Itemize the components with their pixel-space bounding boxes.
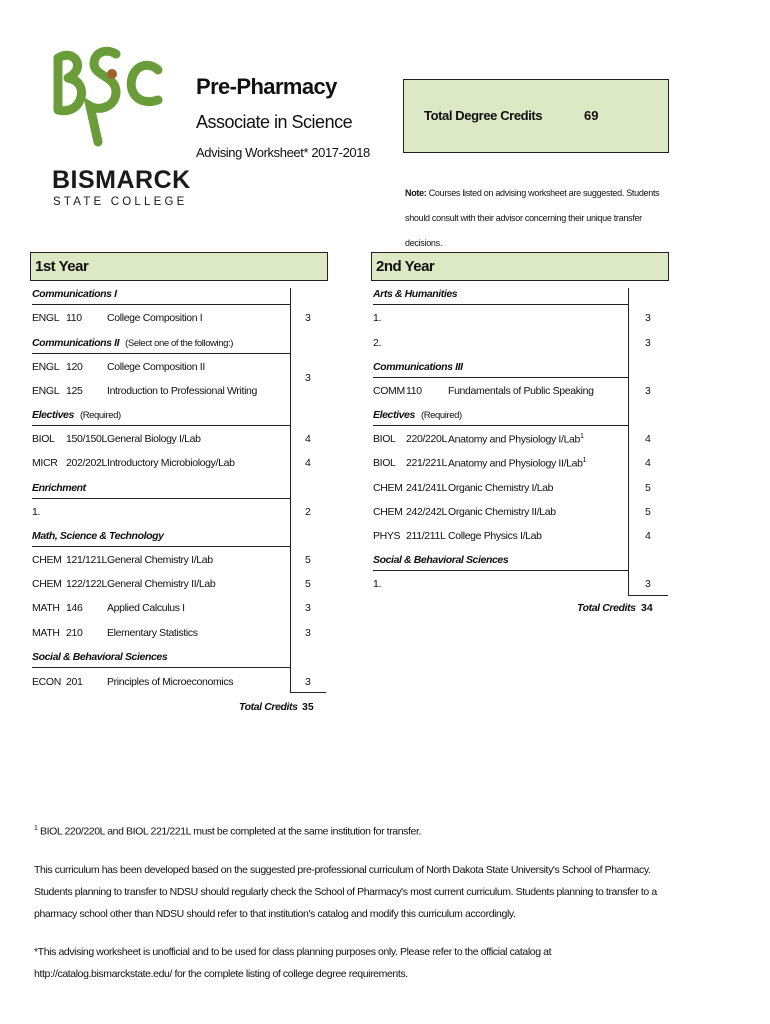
course-title: Elementary Statistics	[107, 627, 198, 639]
course-dept: CHEM	[373, 482, 403, 494]
course-title: Fundamentals of Public Speaking	[448, 385, 594, 397]
total-degree-credits-box	[403, 79, 669, 153]
logo-name: BISMARCK	[52, 166, 191, 194]
course-number: 210	[66, 627, 83, 639]
course-dept: COMM	[373, 385, 405, 397]
course-number: 125	[66, 385, 83, 397]
total-divider	[290, 692, 326, 693]
section-note: (Required)	[79, 410, 121, 421]
course-title: Introductory Microbiology/Lab	[107, 457, 235, 469]
course-title: Principles of Microeconomics	[107, 676, 234, 688]
course-title: Applied Calculus I	[107, 602, 185, 614]
course-credits: 4	[645, 457, 651, 469]
course-dept: CHEM	[373, 506, 403, 518]
section-communications-3: Communications III	[373, 361, 463, 373]
course-credits: 4	[645, 530, 651, 542]
course-dept: PHYS	[373, 530, 401, 542]
total-degree-credits-value: 69	[584, 108, 599, 123]
section-arts-humanities: Arts & Humanities	[373, 288, 458, 300]
course-number: 242/242L	[406, 506, 447, 518]
divider	[373, 425, 628, 426]
course-number: 220/220L	[406, 433, 447, 445]
course-credits: 3	[305, 627, 311, 639]
divider	[32, 425, 290, 426]
course-number: 110	[406, 385, 422, 397]
logo-subtitle: STATE COLLEGE	[53, 196, 188, 208]
footnote-mark: 1	[582, 457, 587, 464]
course-dept: CHEM	[32, 554, 62, 566]
course-dept: ENGL	[32, 312, 60, 324]
course-number: 241/241L	[406, 482, 447, 494]
course-number: 122/122L	[66, 578, 107, 590]
year2-total-value: 34	[641, 602, 653, 614]
year1-total-value: 35	[302, 701, 314, 713]
year2-total-label: Total Credits	[577, 602, 636, 614]
section-electives	[32, 409, 121, 421]
course-dept: MICR	[32, 457, 58, 469]
footnote-text: BIOL 220/220L and BIOL 221/221L must be completed at the same institution for transfer.	[40, 825, 422, 838]
course-number: 202/202L	[66, 457, 107, 469]
course-dept: ECON	[32, 676, 61, 688]
divider	[32, 353, 290, 354]
course-dept: CHEM	[32, 578, 62, 590]
course-number: 110	[66, 312, 82, 324]
course-dept: BIOL	[373, 433, 396, 445]
course-number: 120	[66, 361, 83, 373]
course-credits: 2	[305, 506, 311, 518]
course-title	[448, 433, 584, 446]
course-dept: MATH	[32, 627, 60, 639]
advising-note	[405, 181, 667, 256]
course-credits: 5	[645, 482, 651, 494]
elective-slot: 1.	[373, 578, 382, 590]
course-dept: BIOL	[32, 433, 55, 445]
course-dept: BIOL	[373, 457, 396, 469]
course-credits: 3	[645, 337, 651, 349]
footnote	[34, 818, 674, 843]
course-dept: ENGL	[32, 385, 60, 397]
course-title-text: Anatomy and Physiology II/Lab	[448, 457, 583, 470]
section-social-behavioral: Social & Behavioral Sciences	[373, 554, 509, 566]
section-social-behavioral: Social & Behavioral Sciences	[32, 651, 168, 663]
year1-header: 1st Year	[30, 252, 328, 281]
elective-slot: 1.	[32, 506, 41, 518]
divider	[373, 377, 628, 378]
course-title: General Chemistry II/Lab	[107, 578, 216, 590]
divider	[373, 570, 628, 571]
course-title: General Chemistry I/Lab	[107, 554, 213, 566]
divider	[32, 498, 290, 499]
course-title	[448, 457, 586, 470]
year1-total-label: Total Credits	[239, 701, 298, 713]
section-electives	[373, 409, 462, 421]
section-title: Electives	[32, 409, 74, 421]
course-title: General Biology I/Lab	[107, 433, 201, 445]
curriculum-paragraph: This curriculum has been developed based on the suggested pre-professional curriculum of North Dakota State University's School of Pharmacy. Students planning to transfer to NDSU should regularly check the School of Pharmacy's most current curriculum. Students planning to transfer to a pharmacy school other than NDSU should refer to that institution's catalog and modify this curriculum accordingly.	[34, 864, 657, 920]
section-title: Electives	[373, 409, 415, 421]
note-text: Courses listed on advising worksheet are suggested. Students should consult with their advisor concerning their unique transfer decisions.	[405, 188, 660, 248]
course-title: College Composition II	[107, 361, 205, 373]
total-degree-credits-label: Total Degree Credits	[424, 108, 543, 123]
course-title: Organic Chemistry II/Lab	[448, 506, 556, 518]
course-credits: 4	[645, 433, 651, 445]
worksheet-label: Advising Worksheet* 2017-2018	[196, 145, 370, 160]
section-note: (Select one of the following:)	[125, 338, 234, 349]
total-divider	[628, 595, 668, 596]
course-number: 201	[66, 676, 83, 688]
course-credits: 5	[305, 578, 311, 590]
bsc-logo	[50, 40, 165, 150]
course-credits: 5	[645, 506, 651, 518]
course-title: Introduction to Professional Writing	[107, 385, 258, 397]
divider	[32, 546, 290, 547]
degree-subtitle: Associate in Science	[196, 112, 353, 132]
section-title: Communications II	[32, 337, 120, 349]
course-credits: 3	[645, 578, 651, 590]
course-number: 146	[66, 602, 83, 614]
credits-column-rule	[628, 288, 629, 595]
footnote-mark: 1	[580, 433, 584, 440]
section-enrichment: Enrichment	[32, 482, 86, 494]
divider	[32, 304, 290, 305]
divider	[32, 667, 290, 668]
course-credits: 4	[305, 433, 311, 445]
course-dept: MATH	[32, 602, 60, 614]
course-title: College Composition I	[107, 312, 203, 324]
course-credits: 3	[645, 312, 651, 324]
course-credits: 3	[305, 372, 311, 384]
note-label: Note:	[405, 188, 427, 198]
course-title: College Physics I/Lab	[448, 530, 542, 542]
course-credits: 3	[645, 385, 651, 397]
course-dept: ENGL	[32, 361, 60, 373]
course-number: 221/221L	[406, 457, 447, 469]
section-math-science: Math, Science & Technology	[32, 530, 164, 542]
section-communications-2	[32, 337, 233, 349]
course-credits: 3	[305, 312, 311, 324]
footnote-mark: 1	[34, 825, 38, 832]
course-credits: 5	[305, 554, 311, 566]
page-title: Pre-Pharmacy	[196, 74, 337, 99]
disclaimer-paragraph: *This advising worksheet is unofficial and to be used for class planning purposes only. Please refer to the official catalog at http://catalog.bismarckstate.edu/ for the complete listing of college degree requirements.	[34, 946, 552, 980]
course-credits: 3	[305, 676, 311, 688]
section-communications-1: Communications I	[32, 288, 117, 300]
course-credits: 3	[305, 602, 311, 614]
elective-slot: 2.	[373, 337, 382, 349]
course-number: 150/150L	[66, 433, 107, 445]
course-number: 211/211L	[406, 530, 446, 542]
course-number: 121/121L	[66, 554, 107, 566]
year2-header: 2nd Year	[371, 252, 669, 281]
section-note: (Required)	[420, 410, 462, 421]
credits-column-rule	[290, 288, 291, 692]
course-credits: 4	[305, 457, 311, 469]
elective-slot: 1.	[373, 312, 382, 324]
course-title-text: Anatomy and Physiology I/Lab	[448, 433, 581, 446]
divider	[373, 304, 628, 305]
course-title: Organic Chemistry I/Lab	[448, 482, 554, 494]
